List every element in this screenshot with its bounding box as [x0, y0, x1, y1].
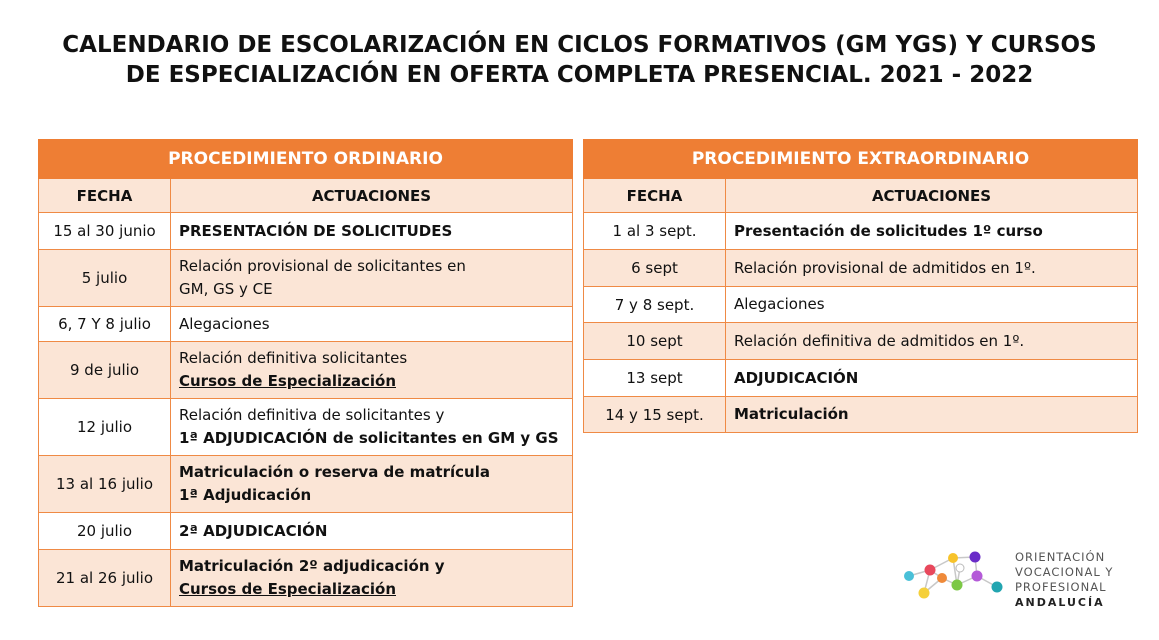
actuacion-cell [171, 456, 573, 513]
actuacion-line-bold: Matriculación 2º adjudicación y [179, 557, 445, 575]
table-row [584, 287, 1138, 323]
actuacion-line-bold: 1ª ADJUDICACIÓN de solicitantes en GM y GS [179, 429, 559, 447]
actuacion-cell: 2ª ADJUDICACIÓN [171, 513, 573, 550]
ordinario-heading: PROCEDIMIENTO ORDINARIO [39, 140, 573, 179]
fecha-cell: 13 sept [584, 360, 726, 397]
actuacion-cell: Alegaciones [171, 307, 573, 342]
fecha-cell: 9 de julio [39, 342, 171, 399]
ordinario-table [38, 139, 573, 607]
actuacion-cell [171, 342, 573, 399]
fecha-cell: 7 y 8 sept. [584, 287, 726, 323]
actuacion-cell [171, 550, 573, 607]
table-row [39, 550, 573, 607]
actuacion-cell [171, 399, 573, 456]
network-nodes-icon [897, 548, 1015, 608]
table-row [584, 323, 1138, 360]
actuacion-cell: Relación provisional de admitidos en 1º. [726, 250, 1138, 287]
table-row [584, 250, 1138, 287]
col-actuaciones: ACTUACIONES [171, 179, 573, 213]
fecha-cell: 10 sept [584, 323, 726, 360]
extraordinario-header-row [584, 179, 1138, 213]
actuacion-cell: Relación definitiva de admitidos en 1º. [726, 323, 1138, 360]
actuacion-line: Relación definitiva de solicitantes y [179, 406, 445, 424]
actuacion-line: Relación definitiva solicitantes [179, 349, 408, 367]
title-line-1: CALENDARIO DE ESCOLARIZACIÓN EN CICLOS FORMATIVOS (GM YGS) Y CURSOS [62, 32, 1097, 58]
title-line-2: DE ESPECIALIZACIÓN EN OFERTA COMPLETA PRESENCIAL. 2021 - 2022 [125, 62, 1034, 88]
fecha-cell: 6, 7 Y 8 julio [39, 307, 171, 342]
actuacion-line-underlined: Cursos de Especialización [179, 580, 396, 598]
actuacion-cell: Presentación de solicitudes 1º curso [726, 213, 1138, 250]
actuacion-line: Relación provisional de solicitantes en [179, 257, 466, 275]
table-row [39, 399, 573, 456]
fecha-cell: 20 julio [39, 513, 171, 550]
actuacion-cell: Matriculación [726, 397, 1138, 433]
logo-line: PROFESIONAL [1015, 580, 1107, 594]
page-title [0, 30, 1159, 90]
fecha-cell: 14 y 15 sept. [584, 397, 726, 433]
ordinario-header-row [39, 179, 573, 213]
table-row [584, 397, 1138, 433]
fecha-cell: 12 julio [39, 399, 171, 456]
table-row [39, 213, 573, 250]
table-row [39, 307, 573, 342]
fecha-cell: 15 al 30 junio [39, 213, 171, 250]
actuacion-cell: ADJUDICACIÓN [726, 360, 1138, 397]
col-fecha: FECHA [584, 179, 726, 213]
actuacion-cell: PRESENTACIÓN DE SOLICITUDES [171, 213, 573, 250]
table-row [39, 342, 573, 399]
orientacion-logo [897, 548, 1137, 628]
table-row [584, 360, 1138, 397]
table-row [39, 250, 573, 307]
actuacion-line-underlined: Cursos de Especialización [179, 372, 396, 390]
actuacion-line: GM, GS y CE [179, 280, 273, 298]
fecha-cell: 21 al 26 julio [39, 550, 171, 607]
logo-line-strong: ANDALUCÍA [1015, 596, 1105, 609]
actuacion-line: Matriculación o reserva de matrícula [179, 463, 490, 481]
table-row [39, 513, 573, 550]
extraordinario-table [583, 139, 1138, 433]
col-fecha: FECHA [39, 179, 171, 213]
fecha-cell: 6 sept [584, 250, 726, 287]
logo-line: ORIENTACIÓN [1015, 550, 1106, 564]
actuacion-cell: Alegaciones [726, 287, 1138, 323]
fecha-cell: 5 julio [39, 250, 171, 307]
fecha-cell: 1 al 3 sept. [584, 213, 726, 250]
table-row [39, 456, 573, 513]
col-actuaciones: ACTUACIONES [726, 179, 1138, 213]
logo-text [1015, 550, 1113, 610]
logo-line: VOCACIONAL Y [1015, 565, 1114, 579]
actuacion-line: 1ª Adjudicación [179, 486, 312, 504]
extraordinario-heading: PROCEDIMIENTO EXTRAORDINARIO [584, 140, 1138, 179]
fecha-cell: 13 al 16 julio [39, 456, 171, 513]
actuacion-cell [171, 250, 573, 307]
table-row [584, 213, 1138, 250]
